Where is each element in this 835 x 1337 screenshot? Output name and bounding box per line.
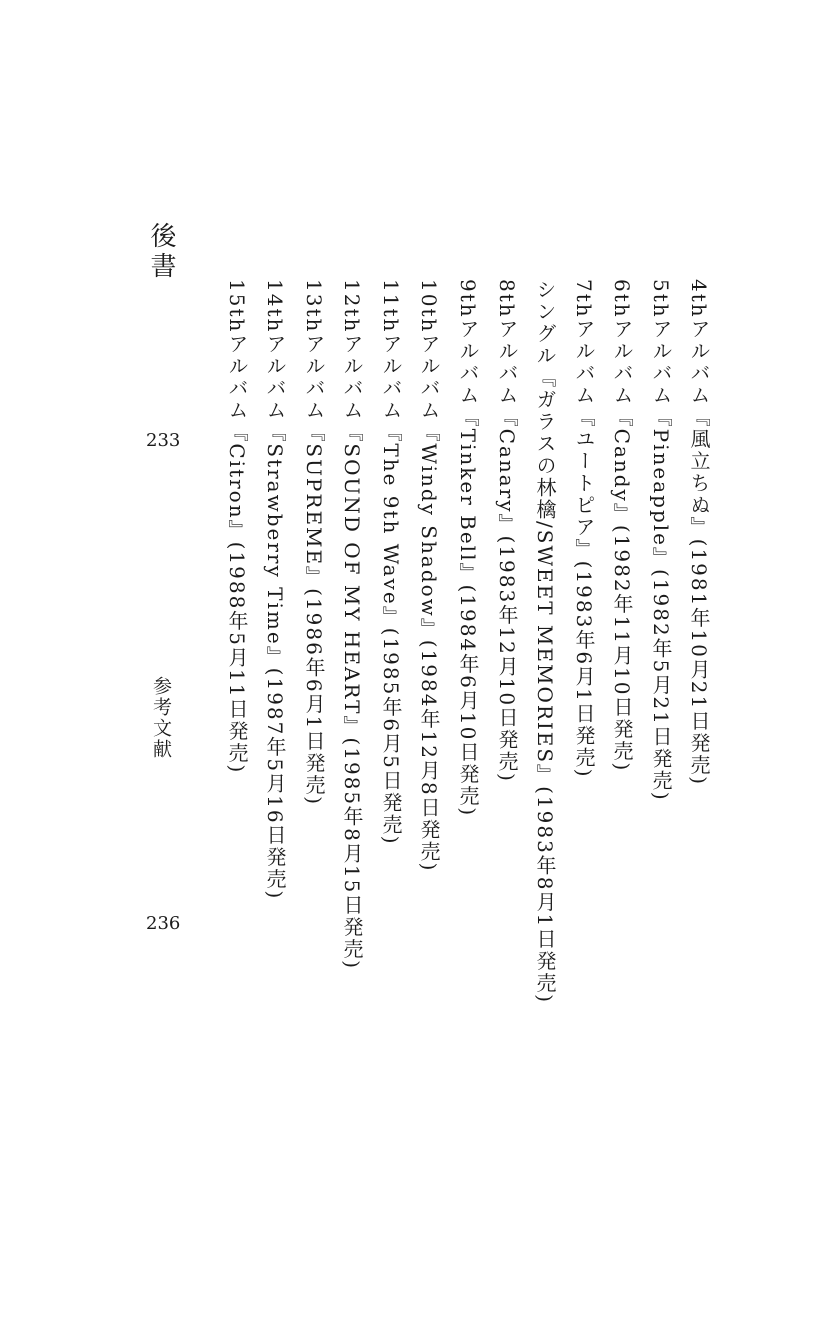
- toc-entry-15th-album: 15thアルバム『Citron』(1988年5月11日発売): [225, 279, 249, 775]
- toc-entry-7th-album: 7thアルバム『ユートピア』(1983年6月1日発売): [572, 279, 596, 779]
- toc-entry-12th-album: 12thアルバム『SOUND OF MY HEART』(1985年8月15日発売): [340, 279, 364, 971]
- toc-entry-single: シングル『ガラスの林檎/SWEET MEMORIES』(1983年8月1日発売): [533, 279, 557, 1005]
- toc-entry-4th-album: 4thアルバム『風立ちぬ』(1981年10月21日発売): [687, 279, 711, 787]
- toc-entry-14th-album: 14thアルバム『Strawberry Time』(1987年5月16日発売): [263, 279, 287, 901]
- toc-entry-5th-album: 5thアルバム『Pineapple』(1982年5月21日発売): [649, 279, 673, 802]
- toc-entry-9th-album: 9thアルバム『Tinker Bell』(1984年6月10日発売): [456, 279, 480, 818]
- references-title: 参考文献: [150, 676, 172, 760]
- toc-entry-11th-album: 11thアルバム『The 9th Wave』(1985年6月5日発売): [379, 279, 403, 846]
- toc-entry-13th-album: 13thアルバム『SUPREME』(1986年6月1日発売): [302, 279, 326, 807]
- toc-entry-10th-album: 10thアルバム『Windy Shadow』(1984年12月8日発売): [417, 279, 441, 873]
- afterword-page-number: 233: [146, 430, 181, 451]
- toc-entry-8th-album: 8thアルバム『Canary』(1983年12月10日発売): [495, 279, 519, 783]
- toc-entry-6th-album: 6thアルバム『Candy』(1982年11月10日発売): [610, 279, 634, 773]
- references-page-number: 236: [146, 913, 181, 934]
- afterword-title: 後書: [146, 222, 176, 282]
